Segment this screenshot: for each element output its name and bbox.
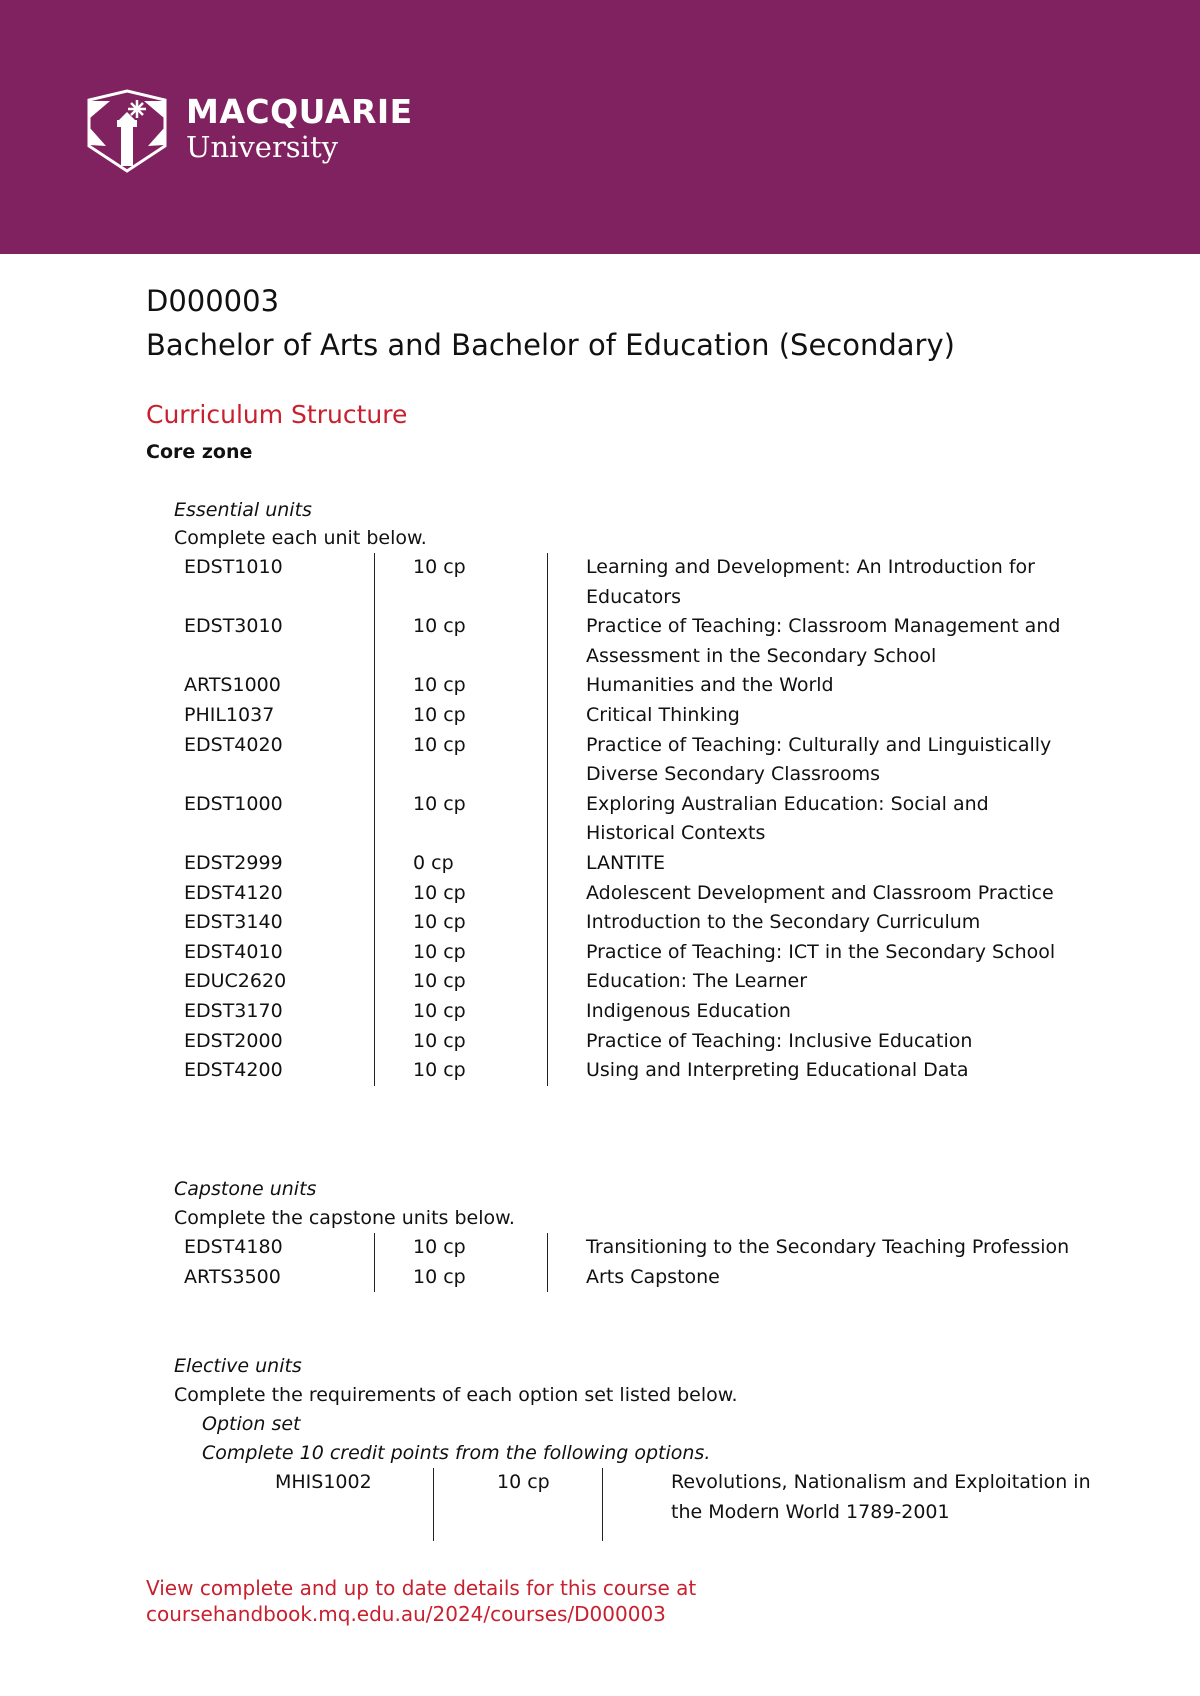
university-logo (86, 86, 413, 176)
unit-code: EDST3140 (174, 908, 375, 938)
elective-units-instruction: Complete the requirements of each option set listed below. (174, 1384, 738, 1406)
unit-credit-points: 10 cp (375, 967, 548, 997)
course-handbook-link[interactable]: coursehandbook.mq.edu.au/2024/courses/D000003 (146, 1602, 666, 1626)
unit-code: MHIS1002 (260, 1468, 434, 1527)
section-heading: Curriculum Structure (146, 400, 408, 429)
course-link-note (146, 1575, 696, 1627)
unit-name: Critical Thinking (586, 703, 740, 726)
unit-name: Using and Interpreting Educational Data (586, 1059, 969, 1082)
unit-name: Learning and Development: An Introduction for Educators (586, 556, 1035, 608)
unit-name: Practice of Teaching: Culturally and Linguistically Diverse Secondary Classrooms (586, 733, 1052, 786)
unit-row (174, 731, 1076, 790)
unit-name: Arts Capstone (586, 1265, 720, 1288)
unit-code: EDST1010 (174, 553, 375, 612)
unit-code: PHIL1037 (174, 701, 375, 731)
unit-row (174, 612, 1076, 671)
unit-credit-points: 10 cp (375, 612, 548, 671)
unit-code: EDST4200 (174, 1056, 375, 1086)
unit-row (174, 701, 1076, 731)
unit-credit-points: 10 cp (434, 1468, 603, 1527)
unit-credit-points: 10 cp (375, 790, 548, 849)
spacer-cell (434, 1527, 603, 1541)
unit-row (174, 790, 1076, 849)
unit-code: EDST4180 (174, 1233, 375, 1263)
unit-name: Practice of Teaching: Classroom Management and Assessment in the Secondary School (586, 615, 1061, 667)
zone-heading: Core zone (146, 441, 253, 463)
unit-code: EDST4120 (174, 879, 375, 909)
unit-code: EDST4010 (174, 938, 375, 968)
option-set-label: Option set (202, 1413, 301, 1435)
elective-units-label: Elective units (174, 1355, 302, 1377)
unit-credit-points: 10 cp (375, 553, 548, 612)
unit-credit-points: 10 cp (375, 879, 548, 909)
essential-units-label: Essential units (174, 499, 312, 521)
unit-code: EDST4020 (174, 731, 375, 790)
unit-code: EDST3010 (174, 612, 375, 671)
unit-row (174, 1056, 1076, 1086)
header-banner (0, 0, 1200, 254)
unit-credit-points: 10 cp (375, 938, 548, 968)
essential-units-instruction: Complete each unit below. (174, 527, 427, 549)
unit-credit-points: 10 cp (375, 997, 548, 1027)
unit-code: ARTS1000 (174, 671, 375, 701)
option-set-instruction: Complete 10 credit points from the following options. (202, 1442, 711, 1464)
unit-name: Transitioning to the Secondary Teaching Profession (586, 1236, 1070, 1258)
unit-credit-points: 10 cp (375, 1233, 548, 1263)
unit-row (174, 553, 1076, 612)
unit-row (174, 967, 1076, 997)
unit-row (174, 938, 1076, 968)
unit-name: Indigenous Education (586, 999, 791, 1022)
unit-credit-points: 10 cp (375, 701, 548, 731)
spacer-cell (603, 1527, 1122, 1541)
unit-credit-points: 10 cp (375, 908, 548, 938)
unit-name: Practice of Teaching: Inclusive Education (586, 1029, 973, 1052)
unit-name: Revolutions, Nationalism and Exploitation in the Modern World 1789-2001 (671, 1471, 1091, 1523)
unit-code: EDST3170 (174, 997, 375, 1027)
table-spacer-row (260, 1527, 1121, 1541)
unit-name: Exploring Australian Education: Social and Historical Contexts (586, 792, 989, 845)
unit-code: EDST2000 (174, 1027, 375, 1057)
unit-credit-points: 10 cp (375, 1263, 548, 1293)
unit-row (260, 1468, 1121, 1527)
unit-row (174, 1263, 1076, 1293)
unit-row (174, 908, 1076, 938)
logo-wordmark-top: MACQUARIE (186, 92, 413, 131)
unit-credit-points: 10 cp (375, 1056, 548, 1086)
unit-row (174, 879, 1076, 909)
course-code: D000003 (146, 284, 280, 318)
unit-code: EDST2999 (174, 849, 375, 879)
unit-code: ARTS3500 (174, 1263, 375, 1293)
course-title: Bachelor of Arts and Bachelor of Education (Secondary) (146, 328, 955, 362)
essential-units-table (174, 553, 1076, 1086)
unit-row (174, 671, 1076, 701)
unit-code: EDST1000 (174, 790, 375, 849)
capstone-units-table (174, 1233, 1076, 1292)
capstone-units-instruction: Complete the capstone units below. (174, 1207, 515, 1229)
unit-name: LANTITE (586, 851, 666, 874)
option-set-table (260, 1468, 1121, 1541)
unit-credit-points: 10 cp (375, 731, 548, 790)
unit-credit-points: 10 cp (375, 671, 548, 701)
unit-credit-points: 0 cp (375, 849, 548, 879)
unit-row (174, 1027, 1076, 1057)
unit-code: EDUC2620 (174, 967, 375, 997)
unit-row (174, 997, 1076, 1027)
footer-line: View complete and up to date details for this course at (146, 1576, 697, 1600)
capstone-units-label: Capstone units (174, 1178, 317, 1200)
unit-row (174, 849, 1076, 879)
lighthouse-shield-icon (86, 88, 168, 174)
unit-name: Education: The Learner (586, 970, 808, 993)
unit-name: Humanities and the World (586, 674, 834, 697)
unit-name: Introduction to the Secondary Curriculum (586, 911, 981, 934)
unit-name: Adolescent Development and Classroom Practice (586, 881, 1054, 904)
unit-name: Practice of Teaching: ICT in the Secondary School (586, 940, 1056, 963)
spacer-cell (260, 1527, 434, 1541)
unit-row (174, 1233, 1076, 1263)
logo-wordmark-bottom: University (186, 130, 338, 164)
unit-credit-points: 10 cp (375, 1027, 548, 1057)
